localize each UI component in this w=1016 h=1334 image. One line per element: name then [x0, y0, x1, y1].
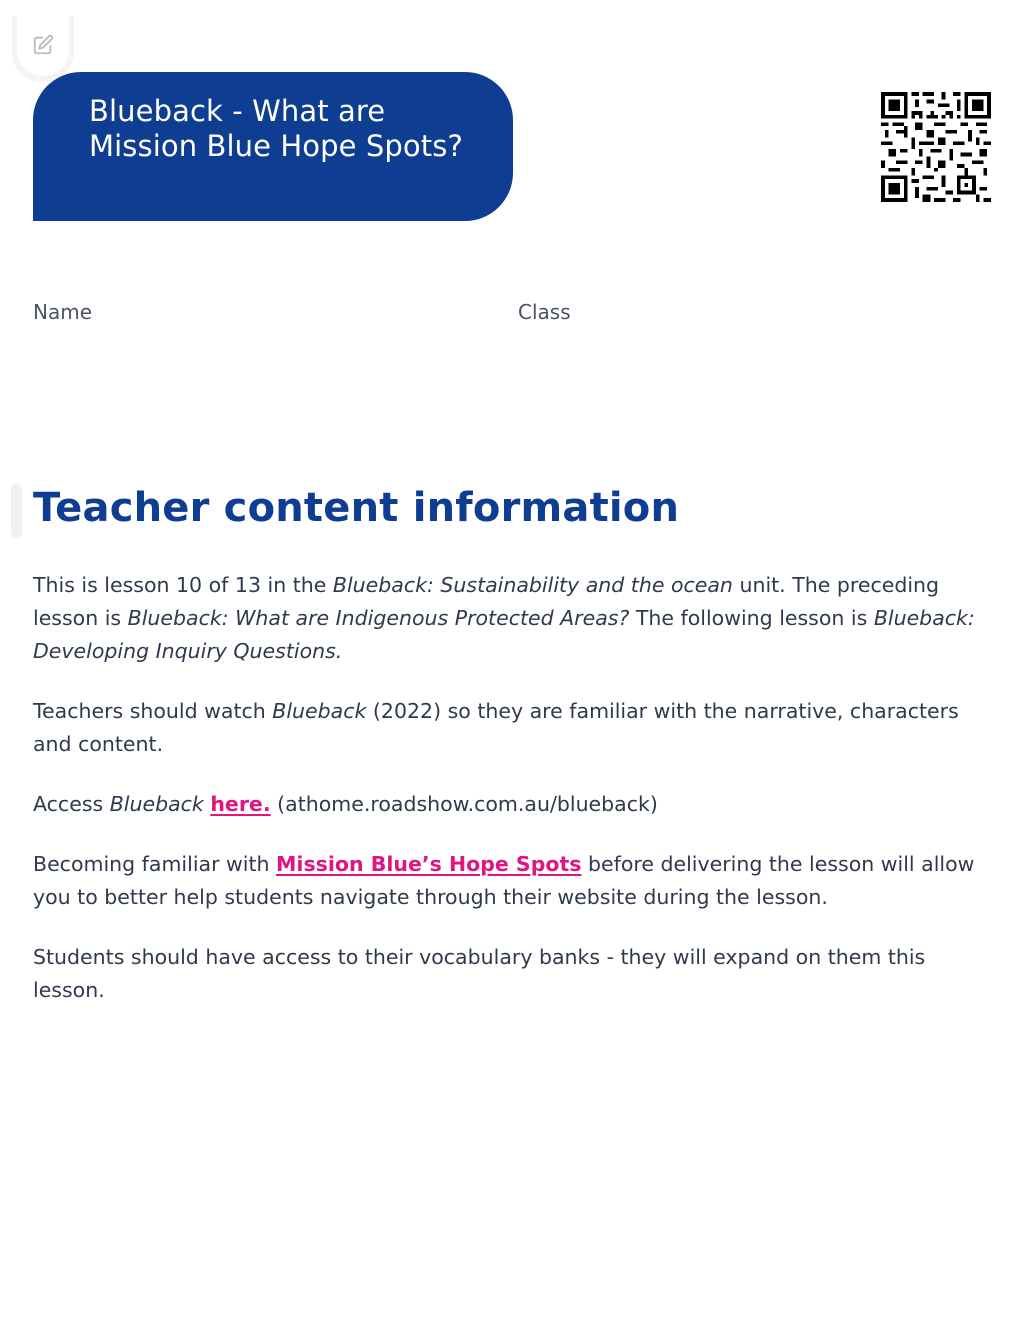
teacher-content — [33, 569, 983, 1034]
section-heading: Teacher content information — [33, 485, 680, 531]
edit-button[interactable] — [17, 16, 69, 76]
section-drag-handle[interactable] — [11, 484, 22, 538]
qr-code — [880, 92, 992, 202]
title-banner — [33, 72, 513, 221]
paragraph-lesson-position: This is lesson 10 of 13 in the Blueback: Sustainability and the ocean unit. The preceding lesson is Blueback: What are Indigenous Protected Areas? The following lesson is Blueback: Developing Inquiry Questions. — [33, 573, 975, 663]
class-label: Class — [518, 300, 571, 324]
paragraph-access-film: Access Blueback here. (athome.roadshow.com.au/blueback) — [33, 792, 658, 816]
edit-icon — [32, 34, 54, 56]
mission-blue-hope-spots-link[interactable]: Mission Blue’s Hope Spots — [276, 852, 582, 876]
paragraph-watch-film: Teachers should watch Blueback (2022) so they are familiar with the narrative, characters and content. — [33, 699, 959, 756]
paragraph-hope-spots: Becoming familiar with Mission Blue’s Hope Spots before delivering the lesson will allow you to better help students navigate through their website during the lesson. — [33, 852, 975, 909]
edit-tab — [12, 16, 74, 82]
here-link[interactable]: here. — [210, 792, 271, 816]
qr-code-icon — [880, 92, 992, 202]
paragraph-vocabulary: Students should have access to their vocabulary banks - they will expand on them this lesson. — [33, 945, 926, 1002]
page-title: Blueback - What are Mission Blue Hope Spots? — [89, 94, 463, 163]
name-label: Name — [33, 300, 93, 324]
